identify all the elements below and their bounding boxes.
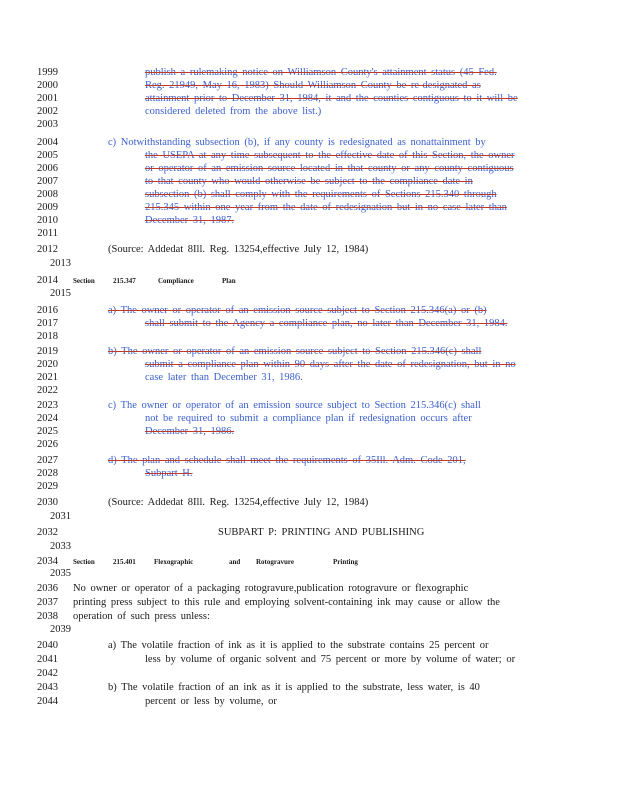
line-number: 2038: [37, 611, 58, 622]
section-heading: 215.401: [113, 558, 136, 566]
line-number: 2031: [50, 511, 71, 522]
line-number: 2032: [37, 527, 58, 538]
deleted-text: shall submit to the Agency a compliance plan, no later than December 31, 1984.: [145, 318, 508, 329]
body-text: not be required to submit a compliance plan if redesignation occurs after: [145, 413, 472, 424]
line-number: 2004: [37, 137, 58, 148]
deleted-text: d) The plan and schedule shall meet the requirements of 35Ill. Adm. Code 201,: [108, 455, 466, 466]
line-number: 2014: [37, 275, 58, 286]
line-number: 2037: [37, 597, 58, 608]
body-text: (Source: Addedat 8Ill. Reg. 13254,effective July 12, 1984): [108, 244, 369, 255]
line-number: 2042: [37, 668, 58, 679]
body-text: case later than December 31, 1986.: [145, 372, 303, 383]
line-number: 2023: [37, 400, 58, 411]
line-number: 2007: [37, 176, 58, 187]
section-heading: Rotogravure: [256, 558, 294, 566]
body-text: considered deleted from the above list.): [145, 106, 322, 117]
line-number: 2001: [37, 93, 58, 104]
line-number: 2029: [37, 481, 58, 492]
line-number: 2022: [37, 385, 58, 396]
deleted-text: December 31, 1986.: [145, 426, 235, 437]
section-heading: Plan: [222, 277, 236, 285]
line-number: 2013: [50, 258, 71, 269]
line-number: 2000: [37, 80, 58, 91]
line-number: 2008: [37, 189, 58, 200]
line-number: 2027: [37, 455, 58, 466]
line-number: 2012: [37, 244, 58, 255]
line-number: 2028: [37, 468, 58, 479]
section-heading: 215.347: [113, 277, 136, 285]
line-number: 2006: [37, 163, 58, 174]
line-number: 2040: [37, 640, 58, 651]
deleted-text: to that county who would otherwise be subject to the compliance date in: [145, 176, 473, 187]
line-number: 2021: [37, 372, 58, 383]
line-number: 2043: [37, 682, 58, 693]
body-text: less by volume of organic solvent and 75 percent or more by volume of water; or: [145, 654, 516, 665]
section-heading: Section: [73, 558, 95, 566]
deleted-text: December 31, 1987.: [145, 215, 235, 226]
line-number: 2018: [37, 331, 58, 342]
line-number: 2017: [37, 318, 58, 329]
line-number: 2034: [37, 556, 58, 567]
deleted-text: Subpart H.: [145, 468, 193, 479]
line-number: 2005: [37, 150, 58, 161]
body-text: No owner or operator of a packaging rotogravure,publication rotogravure or flexographic: [73, 583, 469, 594]
section-heading: Flexographic: [154, 558, 194, 566]
line-number: 2003: [37, 119, 58, 130]
line-number: 2011: [37, 228, 58, 239]
deleted-text: subsection (b) shall comply with the requirements of Sections 215.340 through: [145, 189, 497, 200]
deleted-text: the USEPA at any time subsequent to the effective date of this Section, the owner: [145, 150, 515, 161]
line-number: 2033: [50, 541, 71, 552]
line-number: 2009: [37, 202, 58, 213]
line-number: 1999: [37, 67, 58, 78]
line-number: 2016: [37, 305, 58, 316]
section-heading: Printing: [333, 558, 358, 566]
line-number: 2035: [50, 568, 71, 579]
line-number: 2025: [37, 426, 58, 437]
deleted-text: Reg. 21949, May 16, 1983) Should Williamson County be re-designated as: [145, 80, 481, 91]
section-heading: Section: [73, 277, 95, 285]
line-number: 2030: [37, 497, 58, 508]
line-number: 2024: [37, 413, 58, 424]
deleted-text: a) The owner or operator of an emission source subject to Section 215.346(a) or (b): [108, 305, 487, 316]
line-number: 2015: [50, 288, 71, 299]
body-text: c) The owner or operator of an emission source subject to Section 215.346(c) shall: [108, 400, 481, 411]
body-text: c) Notwithstanding subsection (b), if any county is redesignated as nonattainment by: [108, 137, 486, 148]
line-number: 2039: [50, 624, 71, 635]
line-number: 2019: [37, 346, 58, 357]
body-text: percent or less by volume, or: [145, 696, 277, 707]
line-number: 2002: [37, 106, 58, 117]
deleted-text: publish a rulemaking notice on Williamson County's attainment status (45 Fed.: [145, 67, 497, 78]
line-number: 2036: [37, 583, 58, 594]
deleted-text: 215.345 within one year from the date of redesignation but in no case later than: [145, 202, 507, 213]
body-text: a) The volatile fraction of ink as it is applied to the substrate contains 25 percent or: [108, 640, 489, 651]
deleted-text: b) The owner or operator of an emission source subject to Section 215.346(c) shall: [108, 346, 482, 357]
deleted-text: attainment prior to December 31, 1984, it and the counties contiguous to it will be: [145, 93, 518, 104]
line-number: 2010: [37, 215, 58, 226]
body-text: printing press subject to this rule and employing solvent-containing ink may cause or allow the: [73, 597, 500, 608]
line-number: 2026: [37, 439, 58, 450]
deleted-text: or operator of an emission source located in that county or any county contiguous: [145, 163, 514, 174]
section-heading: Compliance: [158, 277, 194, 285]
body-text: (Source: Addedat 8Ill. Reg. 13254,effective July 12, 1984): [108, 497, 369, 508]
body-text: operation of such press unless:: [73, 611, 210, 622]
deleted-text: submit a compliance plan within 90 days after the date of redesignation, but in no: [145, 359, 516, 370]
body-text: b) The volatile fraction of an ink as it is applied to the substrate, less water, is 40: [108, 682, 480, 693]
line-number: 2044: [37, 696, 58, 707]
line-number: 2041: [37, 654, 58, 665]
section-heading: and: [229, 558, 241, 566]
line-number: 2020: [37, 359, 58, 370]
body-text: SUBPART P: PRINTING AND PUBLISHING: [218, 527, 425, 538]
